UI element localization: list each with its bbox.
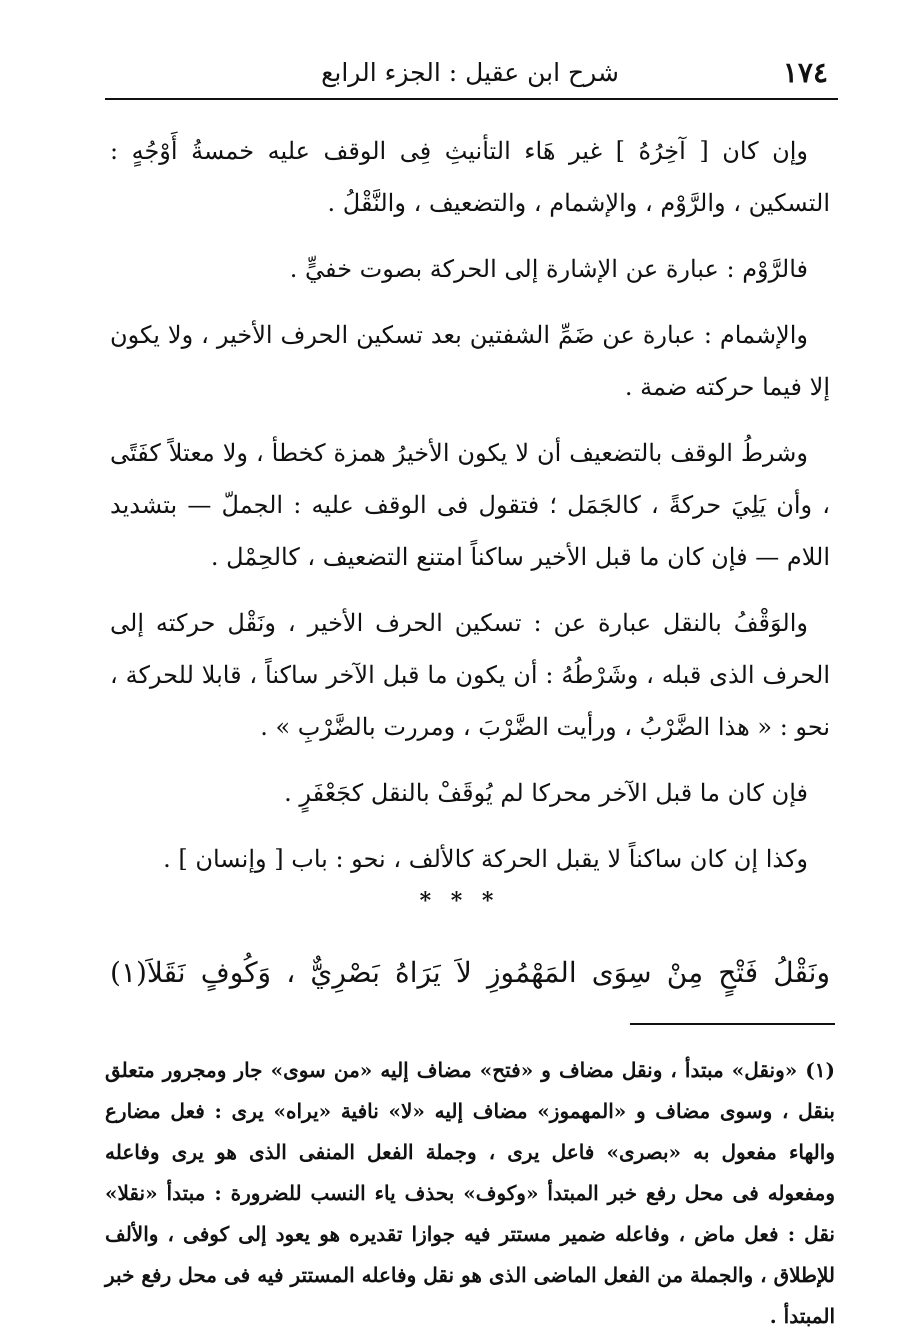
paragraph: والوَقْفُ بالنقل عبارة عن : تسكين الحرف الأخير ، ونَقْل حركته إلى الحرف الذى قبله ، وشَرْطُهُ : أن يكون ما قبل الآخر ساكناً ، قابلا للحركة ، نحو : « هذا الضَّرْبُ ، ورأيت الضَّرْبَ ، ومررت بالضَّرْبِ » . xyxy=(110,609,830,741)
footnote-divider xyxy=(630,1023,835,1025)
paragraph: وكذا إن كان ساكناً لا يقبل الحركة كالألف ، نحو : باب [ وإنسان ] . xyxy=(163,845,808,873)
section-separator: * * * xyxy=(419,888,500,914)
footnotes xyxy=(105,1050,835,1337)
page-number: ١٧٤ xyxy=(782,56,828,89)
paragraph: والإشمام : عبارة عن ضَمِّ الشفتين بعد تسكين الحرف الأخير ، ولا يكون إلا فيما حركته ضمة . xyxy=(110,321,830,401)
main-text xyxy=(110,125,830,899)
verse-line: ونَقْلُ فَتْحٍ مِنْ سِوَى المَهْمُوزِ لاَ يَرَاهُ بَصْرِيٌّ ، وَكُوفٍ نَقَلاَ(١) xyxy=(110,956,830,989)
paragraph: وإن كان [ آخِرُهُ ] غير هَاء التأنيثِ فِى الوقف عليه خمسةُ أَوْجُهٍ : التسكين ، والرَّوْم ، والإشمام ، والتضعيف ، والنَّقْلُ . xyxy=(110,137,830,217)
paragraph: وشرطُ الوقف بالتضعيف أن لا يكون الأخيرُ همزة كخطأ ، ولا معتلاً كفَتًى ، وأن يَلِيَ حركةً ، كالجَمَل ؛ فتقول فى الوقف عليه : الجملّ — بتشديد اللام — فإن كان ما قبل الأخير ساكناً امتنع التضعيف ، كالحِمْل . xyxy=(110,439,830,571)
running-title: شرح ابن عقيل : الجزء الرابع xyxy=(321,58,619,87)
paragraph: فالرَّوْم : عبارة عن الإشارة إلى الحركة بصوت خفيٍّ . xyxy=(289,255,808,283)
paragraph: فإن كان ما قبل الآخر محركا لم يُوقَفْ بالنقل كجَعْفَرٍ . xyxy=(284,779,808,807)
page-header xyxy=(105,48,838,100)
footnote: (١) «ونقل» مبتدأ ، ونقل مضاف و «فتح» مضاف إليه «من سوى» جار ومجرور متعلق بنقل ، وسوى مضاف و «المهموز» مضاف إليه «لا» نافية «يراه» يرى : فعل مضارع والهاء مفعول به «بصرى» فاعل يرى ، وجملة الفعل المنفى الذى هو يرى وفاعله ومفعوله فى محل رفع خبر المبتدأ «وكوف» بحذف ياء النسب للضرورة : مبتدأ «نقلا» نقل : فعل ماض ، وفاعله ضمير مستتر فيه جوازا تقديره هو يعود إلى كوفى ، والألف للإطلاق ، والجملة من الفعل الماضى الذى هو نقل وفاعله المستتر فيه فى محل رفع خبر المبتدأ . xyxy=(105,1058,835,1328)
